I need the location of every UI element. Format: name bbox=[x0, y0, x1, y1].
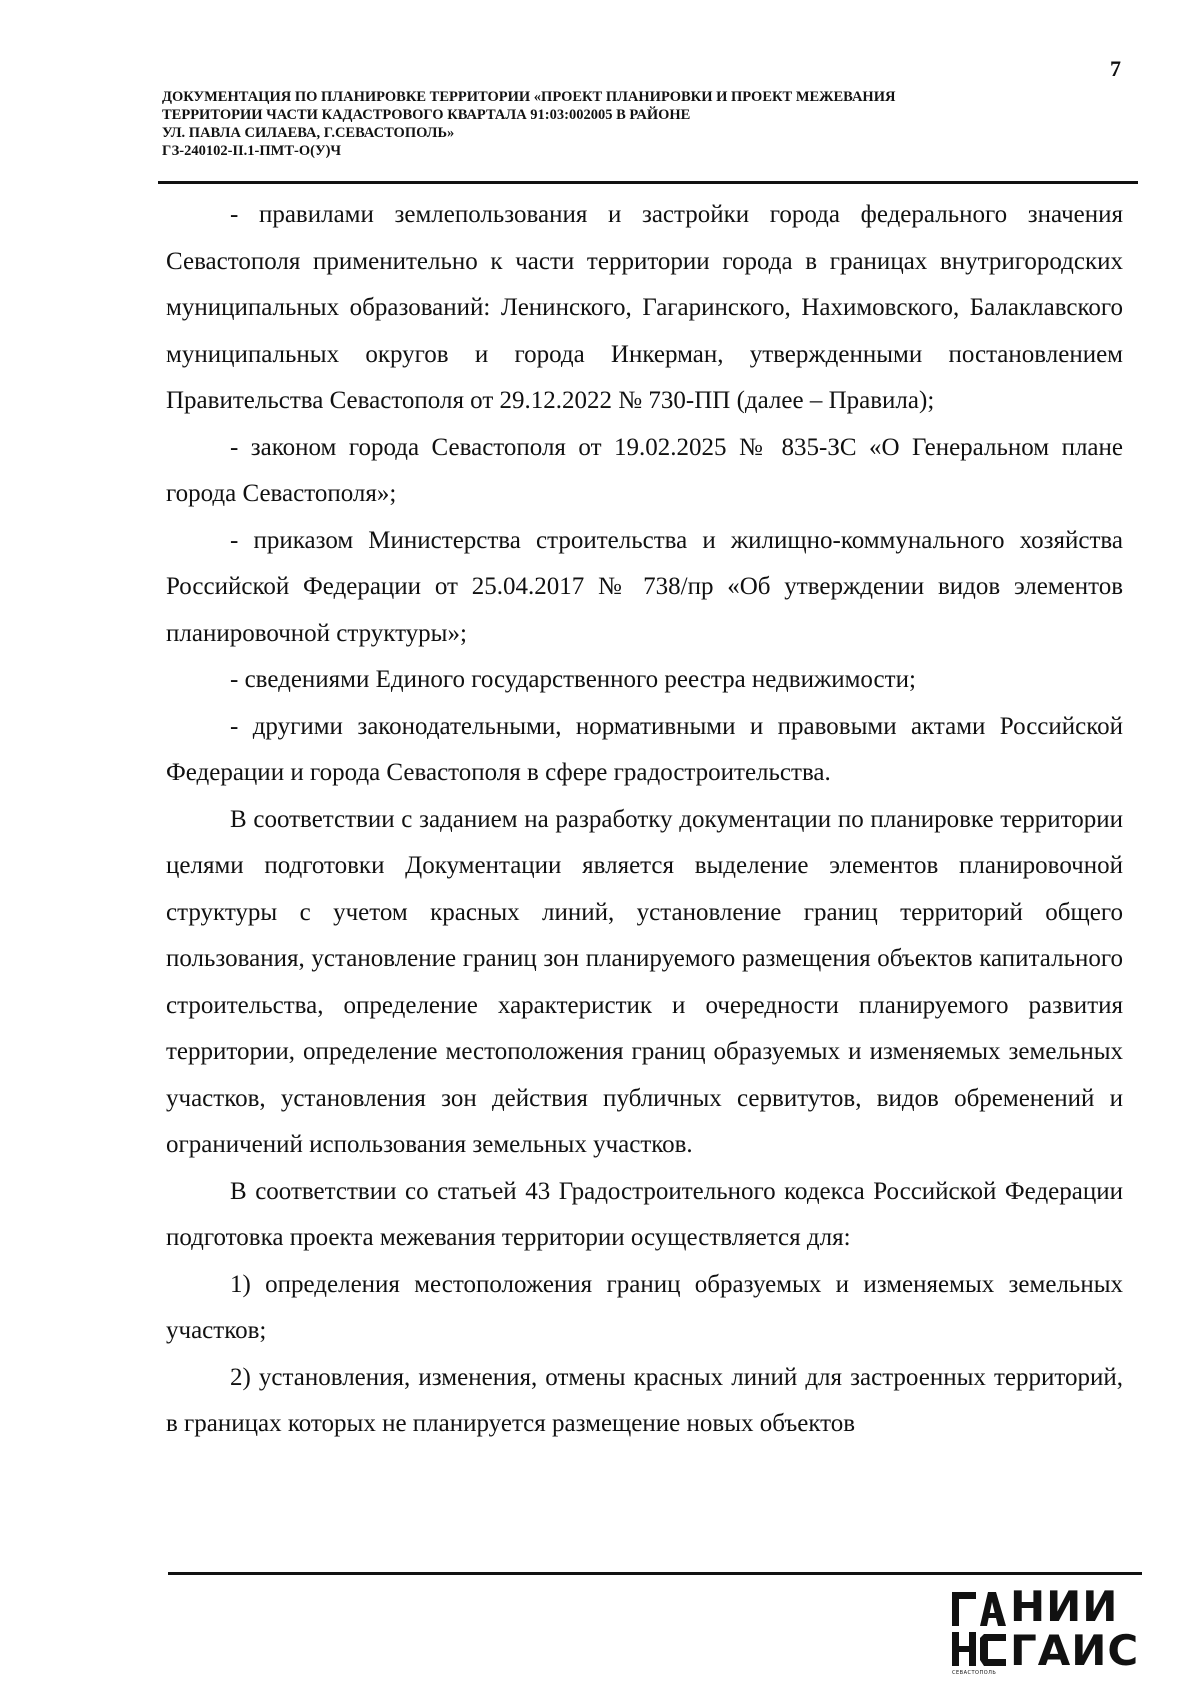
logo-city: СЕВАСТОПОЛЬ bbox=[952, 1670, 997, 1676]
paragraph: 1) определения местоположения границ образуемых и изменяемых земельных участков; bbox=[166, 1270, 1123, 1344]
paragraph: 2) установления, изменения, отмены красных линий для застроенных территорий, в границах которых не планируется размещение новых объектов bbox=[166, 1363, 1123, 1437]
paragraph: - правилами землепользования и застройки города федерального значения Севастополя применительно к части территории города в границах внутригородских муниципальных образований: Ленинского, Гагаринского, Нахимовского, Балаклавского муниципальных округов и города Инкерман, утвержденными постановлением Правительства Севастополя от 29.12.2022 № 730-ПП (далее – Правила); bbox=[166, 201, 1123, 414]
paragraph: - другими законодательными, нормативными и правовыми актами Российской Федерации и города Севастополя в сфере градостроительства. bbox=[166, 712, 1123, 786]
header-code: ГЗ-240102-II.1-ПМТ-О(У)Ч bbox=[162, 143, 342, 159]
logo-text-line2: ГАИС bbox=[1010, 1626, 1140, 1675]
document-header bbox=[162, 88, 1142, 160]
header-line: УЛ. ПАВЛА СИЛАЕВА, Г.СЕВАСТОПОЛЬ» bbox=[162, 125, 455, 141]
page-number: 7 bbox=[1110, 56, 1121, 81]
company-logo bbox=[950, 1582, 1145, 1678]
header-line: ДОКУМЕНТАЦИЯ ПО ПЛАНИРОВКЕ ТЕРРИТОРИИ «ПРОЕКТ ПЛАНИРОВКИ И ПРОЕКТ МЕЖЕВАНИЯ bbox=[162, 89, 896, 105]
logo-mark-icon bbox=[950, 1588, 1008, 1672]
header-line: ТЕРРИТОРИИ ЧАСТИ КАДАСТРОВОГО КВАРТАЛА 91:03:002005 В РАЙОНЕ bbox=[162, 107, 691, 123]
paragraph: - сведениями Единого государственного реестра недвижимости; bbox=[230, 666, 916, 693]
header-divider bbox=[158, 181, 1138, 184]
paragraph: - законом города Севастополя от 19.02.2025 № 835-ЗС «О Генеральном плане города Севастополя»; bbox=[166, 433, 1123, 507]
footer-divider bbox=[168, 1572, 1142, 1575]
logo-text-line1: НИИ bbox=[1010, 1582, 1119, 1631]
paragraph: - приказом Министерства строительства и жилищно-коммунального хозяйства Российской Федерации от 25.04.2017 № 738/пр «Об утверждении видов элементов планировочной структуры»; bbox=[166, 526, 1123, 647]
document-body bbox=[166, 192, 1123, 1448]
paragraph: В соответствии с заданием на разработку документации по планировке территории целями подготовки Документации является выделение элементов планировочной структуры с учетом красных линий, установление границ территорий общего пользования, установление границ зон планируемого размещения объектов капитального строительства, определение характеристик и очередности планируемого развития территории, определение местоположения границ образуемых и изменяемых земельных участков, установления зон действия публичных сервитутов, видов обременений и ограничений использования земельных участков. bbox=[166, 805, 1123, 1158]
paragraph: В соответствии со статьей 43 Градостроительного кодекса Российской Федерации подготовка проекта межевания территории осуществляется для: bbox=[166, 1177, 1123, 1251]
